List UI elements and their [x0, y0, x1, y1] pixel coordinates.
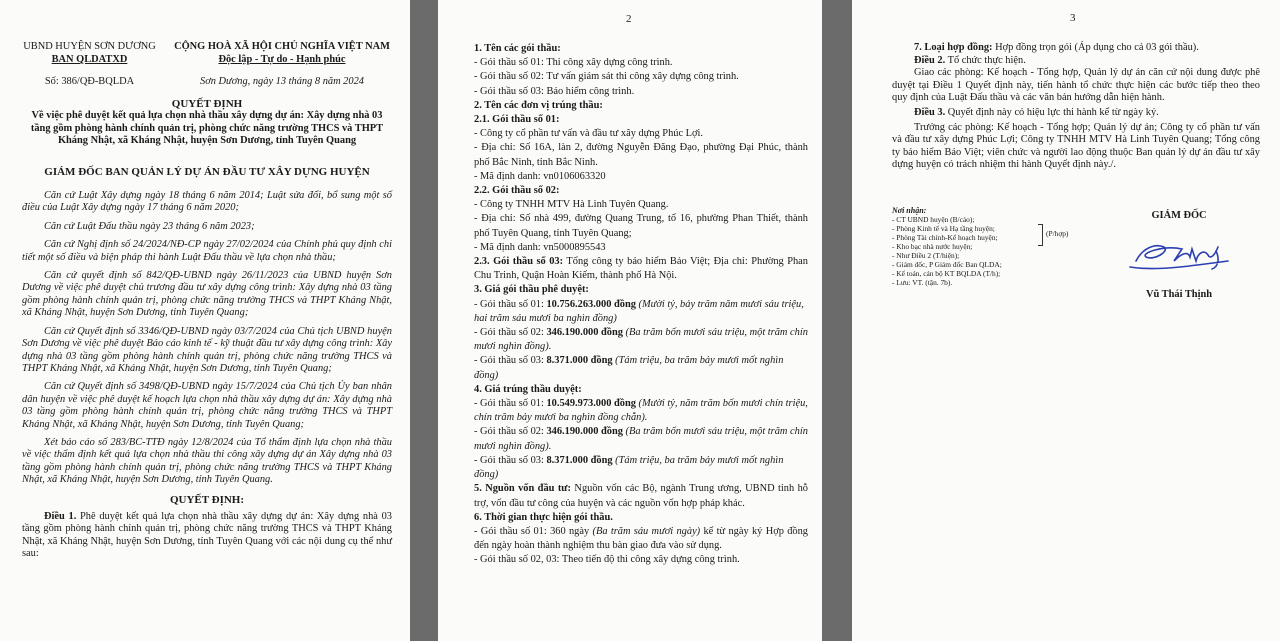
recipients-block: [892, 206, 1112, 287]
brace-note: (P/hợp): [1046, 229, 1069, 238]
winning-price-3: [474, 454, 808, 482]
recipient-brace: [1038, 224, 1043, 246]
recipient-1: - CT UBND huyện (B/cáo);: [892, 215, 975, 224]
handwritten-signature: [1124, 227, 1234, 277]
recipient-4: - Kho bạc nhà nước huyện;: [892, 242, 973, 251]
approved-price-1-amount: 10.756.263.000 đồng: [546, 298, 636, 310]
signature-stroke: [1130, 245, 1228, 268]
recipient-8: - Lưu: VT. (tận. 7b).: [892, 278, 953, 287]
package-3-title: 2.3. Gói thầu số 03:: [474, 256, 564, 268]
section-7: [892, 42, 1260, 55]
approved-price-2: [474, 326, 808, 354]
recipient-2: - Phòng Kinh tế và Hạ tầng huyện;: [892, 224, 995, 233]
document-page-1: [0, 0, 410, 641]
approved-price-3-label: - Gói thầu số 03:: [474, 355, 547, 367]
legal-basis-4: Căn cứ quyết định số 842/QĐ-UBND ngày 26/11/2023 của UBND huyện Sơn Dương về việc phê duyệt chủ trương đầu tư xây dựng công trình: Xây dựng nhà 03 tầng gồm phòng hành chính quản trị, phòng chức năng trường THCS và THPT Kháng Nhật, xã Kháng Nhật, huyện Sơn Dương, tỉnh Tuyên Quang;: [22, 270, 392, 319]
package-1-company: - Công ty cổ phần tư vấn và đầu tư xây dựng Phúc Lợi.: [474, 128, 704, 140]
article-3-text: Quyết định này có hiệu lực thi hành kể từ ngày ký.: [945, 106, 1159, 118]
section-7-title: 7. Loại hợp đồng:: [914, 42, 993, 53]
signer-title: GIÁM ĐỐC: [1151, 210, 1207, 221]
approved-price-3-words: (Tám triệu, ba trăm bảy mươi mốt nghìn đồng): [474, 355, 784, 381]
place-date: Sơn Dương, ngày 13 tháng 8 năm 2024: [200, 76, 364, 87]
approved-price-1-words: (Mười tỷ, bảy trăm năm mươi sáu triệu, hai trăm sáu mươi ba nghìn đồng): [474, 298, 804, 324]
agency-line-2: BAN QLDATXD: [51, 54, 128, 65]
section-5: [474, 482, 808, 510]
agency-line-1: UBND HUYỆN SƠN DƯƠNG: [23, 41, 156, 52]
recipient-7: - Kế toán, cán bộ KT BQLDA (T/h);: [892, 269, 1001, 278]
winning-price-2: [474, 425, 808, 453]
winning-price-3-label: - Gói thầu số 03:: [474, 454, 547, 466]
article-2-label: Điều 2.: [914, 54, 946, 66]
package-2-title: 2.2. Gói thầu số 02:: [474, 185, 560, 197]
approved-price-2-label: - Gói thầu số 02:: [474, 327, 547, 339]
winning-price-1-amount: 10.549.973.000 đồng: [546, 398, 636, 410]
legal-basis-7: Xét báo cáo số 283/BC-TTĐ ngày 12/8/2024 của Tổ thẩm định lựa chọn nhà thầu về việc thẩm định kết quả lựa chọn nhà thầu thi công xây dựng dự án Xây dựng nhà 03 tầng gồm phòng hành chính quản trị, phòng chức năng trường THCS và THPT Kháng Nhật, xã Kháng Nhật, huyện Sơn Dương, tỉnh Tuyên Quang.: [22, 436, 392, 486]
article-1: [22, 511, 392, 561]
approved-price-1: [474, 298, 808, 326]
package-1-address: - Địa chỉ: Số 16A, làn 2, đường Nguyễn Đăng Đạo, phường Đại Phúc, thành phố Bắc Ninh, tỉnh Bắc Ninh.: [474, 142, 808, 168]
winning-price-2-label: - Gói thầu số 02:: [474, 426, 547, 438]
legal-basis-6: Căn cứ Quyết định số 3498/QĐ-UBND ngày 15/7/2024 của Chủ tịch Ủy ban nhân dân huyện về việc phê duyệt kế hoạch lựa chọn nhà thầu xây dựng dự án: Xây dựng nhà 03 tầng gồm phòng hành chính quản trị, phòng chức năng trường THCS và THPT Kháng Nhật, xã Kháng Nhật, huyện Sơn Dương, tỉnh Tuyên Quang;: [22, 381, 392, 430]
winning-price-1: [474, 397, 808, 425]
legal-basis-1: Căn cứ Luật Xây dựng ngày 18 tháng 6 năm 2014; Luật sửa đổi, bổ sung một số điều của Luật Xây dựng ngày 17 tháng 6 năm 2020;: [22, 190, 392, 214]
article-2-body: Giao các phòng: Kế hoạch - Tổng hợp, Quản lý dự án căn cứ nội dung được phê duyệt tại Điều 1 Quyết định này, tiến hành tổ chức thực hiện các bước tiếp theo theo quy định của Luật Đấu thầu và các văn bản hướng dẫn hiện hành.: [892, 67, 1260, 104]
article-2: [892, 55, 1260, 68]
recipient-6: - Giám đốc, P Giám đốc Ban QLDA;: [892, 260, 1002, 269]
page-number: 3: [1070, 12, 1076, 24]
package-name-3: - Gói thầu số 03: Bảo hiểm công trình.: [474, 85, 635, 97]
doc-subject: Về việc phê duyệt kết quả lựa chọn nhà thầu xây dựng dự án: Xây dựng nhà 03 tầng gồm phòng hành chính quản trị, phòng chức năng trường THCS và THPT Kháng Nhật, xã Kháng Nhật, huyện Sơn Dương, tỉnh Tuyên Quang: [30, 110, 384, 147]
section-5-title: 5. Nguồn vốn đầu tư:: [474, 483, 572, 495]
duration-1-pre: - Gói thầu số 01: 360 ngày: [474, 525, 593, 537]
approved-price-2-amount: 346.190.000 đồng: [546, 327, 623, 339]
recipient-3: - Phòng Tài chính-Kế hoạch huyện;: [892, 233, 998, 242]
recipient-5: - Như Điều 2 (T/hiện);: [892, 251, 960, 260]
article-3-label: Điều 3.: [914, 106, 946, 118]
package-name-1: - Gói thầu số 01: Thi công xây dựng công trình.: [474, 57, 673, 69]
section-6-title: 6. Thời gian thực hiện gói thầu.: [474, 511, 613, 523]
agency-block: [22, 40, 157, 88]
article-1-text: Phê duyệt kết quả lựa chọn nhà thầu xây dựng dự án: Xây dựng nhà 03 tầng gồm phòng hành chính quản trị, phòng chức năng trường THCS và THPT Kháng Nhật, xã Kháng Nhật, huyện Sơn Dương, tỉnh Tuyên Quang với các nội dung cụ thể như sau:: [22, 510, 392, 560]
package-1-title: 2.1. Gói thầu số 01:: [474, 114, 560, 126]
section-1-title: 1. Tên các gói thầu:: [474, 43, 561, 54]
article-3: [892, 107, 1260, 120]
section-4-title: 4. Giá trúng thầu duyệt:: [474, 383, 582, 395]
package-2-id: - Mã định danh: vn5000895543: [474, 241, 606, 253]
approved-price-2-words: (Ba trăm bốn mươi sáu triệu, một trăm chín mươi nghìn đồng).: [474, 327, 808, 353]
document-header: [22, 40, 392, 88]
legal-basis-3: Căn cứ Nghị định số 24/2024/NĐ-CP ngày 27/02/2024 của Chính phủ quy định chi tiết một số điều và biện pháp thi hành Luật Đấu thầu về lựa chọn nhà thầu;: [22, 239, 392, 263]
decide-heading: QUYẾT ĐỊNH:: [169, 493, 245, 506]
authority-title: GIÁM ĐỐC BAN QUẢN LÝ DỰ ÁN ĐẦU TƯ XÂY DỰNG HUYỆN: [44, 165, 370, 178]
doc-number: Số: 386/QĐ-BQLDA: [44, 76, 135, 87]
winning-price-1-words: (Mười tỷ, năm trăm bốn mươi chín triệu, chín trăm bảy mươi ba nghìn đồng chẵn).: [474, 398, 808, 424]
article-3-body: Trưởng các phòng: Kế hoạch - Tổng hợp; Quản lý dự án; Công ty cổ phần tư vấn và đầu tư xây dựng Phúc Lợi; Công ty TNHH MTV Hà Linh Tuyên Quang; Tổng công ty bảo hiểm Bảo Việt; viên chức và người lao động thuộc Ban quản lý dự án đầu tư xây dựng huyện có trách nhiệm thi hành Quyết định này./.: [892, 121, 1260, 171]
duration-1-words: (Ba trăm sáu mươi ngày): [592, 525, 701, 537]
section-5-text: Nguồn vốn các Bộ, ngành Trung ương, UBND tỉnh hỗ trợ, vốn đầu tư công của huyện và các nguồn vốn hợp pháp khác.: [474, 483, 808, 509]
signature-block: [1114, 210, 1244, 301]
duration-1-post: kể từ ngày ký Hợp đồng đến ngày hoàn thành nghiệm thu bàn giao đưa vào sử dụng.: [474, 525, 808, 552]
package-name-2: - Gói thầu số 02: Tư vấn giám sát thi công xây dựng công trình.: [474, 71, 739, 83]
article-2-text: Tổ chức thực hiện.: [945, 54, 1026, 66]
winning-price-1-label: - Gói thầu số 01:: [474, 398, 547, 410]
winning-price-2-amount: 346.190.000 đồng: [546, 426, 623, 438]
approved-price-1-label: - Gói thầu số 01:: [474, 298, 547, 310]
page-number: 2: [626, 13, 632, 25]
legal-basis-5: Căn cứ Quyết định số 3346/QĐ-UBND ngày 03/7/2024 của Chủ tịch UBND huyện Sơn Dương về việc phê duyệt Báo cáo kinh tế - kỹ thuật đầu tư xây dựng công trình: Xây dựng nhà 03 tầng gồm phòng hành chính quản trị, phòng chức năng trường THCS và THPT Kháng Nhật, xã Kháng Nhật, huyện Sơn Dương, tỉnh Tuyên Quang;: [22, 325, 392, 374]
package-3: [474, 255, 808, 283]
winning-price-3-amount: 8.371.000 đồng: [546, 454, 613, 466]
package-3-text: Tổng công ty bảo hiểm Bảo Việt; Địa chỉ: Phường Phan Chu Trinh, Quận Hoàn Kiếm, thành phố Hà Nội.: [474, 256, 808, 282]
winning-price-2-words: (Ba trăm bốn mươi sáu triệu, một trăm chín mươi nghìn đồng).: [474, 426, 808, 452]
article-1-label: Điều 1.: [44, 510, 77, 522]
document-page-3: [852, 0, 1280, 641]
section-2-title: 2. Tên các đơn vị trúng thầu:: [474, 99, 603, 111]
nation-title: CỘNG HOÀ XÃ HỘI CHỦ NGHĨA VIỆT NAM: [174, 41, 390, 52]
approved-price-3: [474, 354, 808, 382]
recipients-title: Nơi nhận:: [892, 206, 927, 215]
approved-price-3-amount: 8.371.000 đồng: [546, 355, 613, 367]
section-3-title: 3. Giá gói thầu phê duyệt:: [474, 284, 589, 296]
legal-basis-2: Căn cứ Luật Đấu thầu ngày 23 tháng 6 năm 2023;: [44, 220, 255, 232]
package-2-address: - Địa chỉ: Số nhà 499, đường Quang Trung, tổ 16, phường Phan Thiết, thành phố Tuyên Quang, tỉnh Tuyên Quang;: [474, 213, 808, 239]
signer-name: Vũ Thái Thịnh: [1145, 288, 1213, 300]
package-2-company: - Công ty TNHH MTV Hà Linh Tuyên Quang.: [474, 199, 669, 211]
section-7-text: Hợp đồng trọn gói (Áp dụng cho cả 03 gói thầu).: [992, 42, 1199, 53]
nation-block: [172, 40, 392, 88]
document-page-2: [438, 0, 822, 641]
winning-price-3-words: (Tám triệu, ba trăm bảy mươi mốt nghìn đồng): [474, 454, 784, 481]
package-1-id: - Mã định danh: vn0106063320: [474, 170, 606, 182]
duration-1: [474, 525, 808, 553]
nation-motto: Độc lập - Tự do - Hạnh phúc: [218, 54, 346, 65]
doc-type: QUYẾT ĐỊNH: [171, 98, 243, 110]
duration-2: - Gói thầu số 02, 03: Theo tiến độ thi công xây dựng công trình.: [474, 554, 740, 566]
